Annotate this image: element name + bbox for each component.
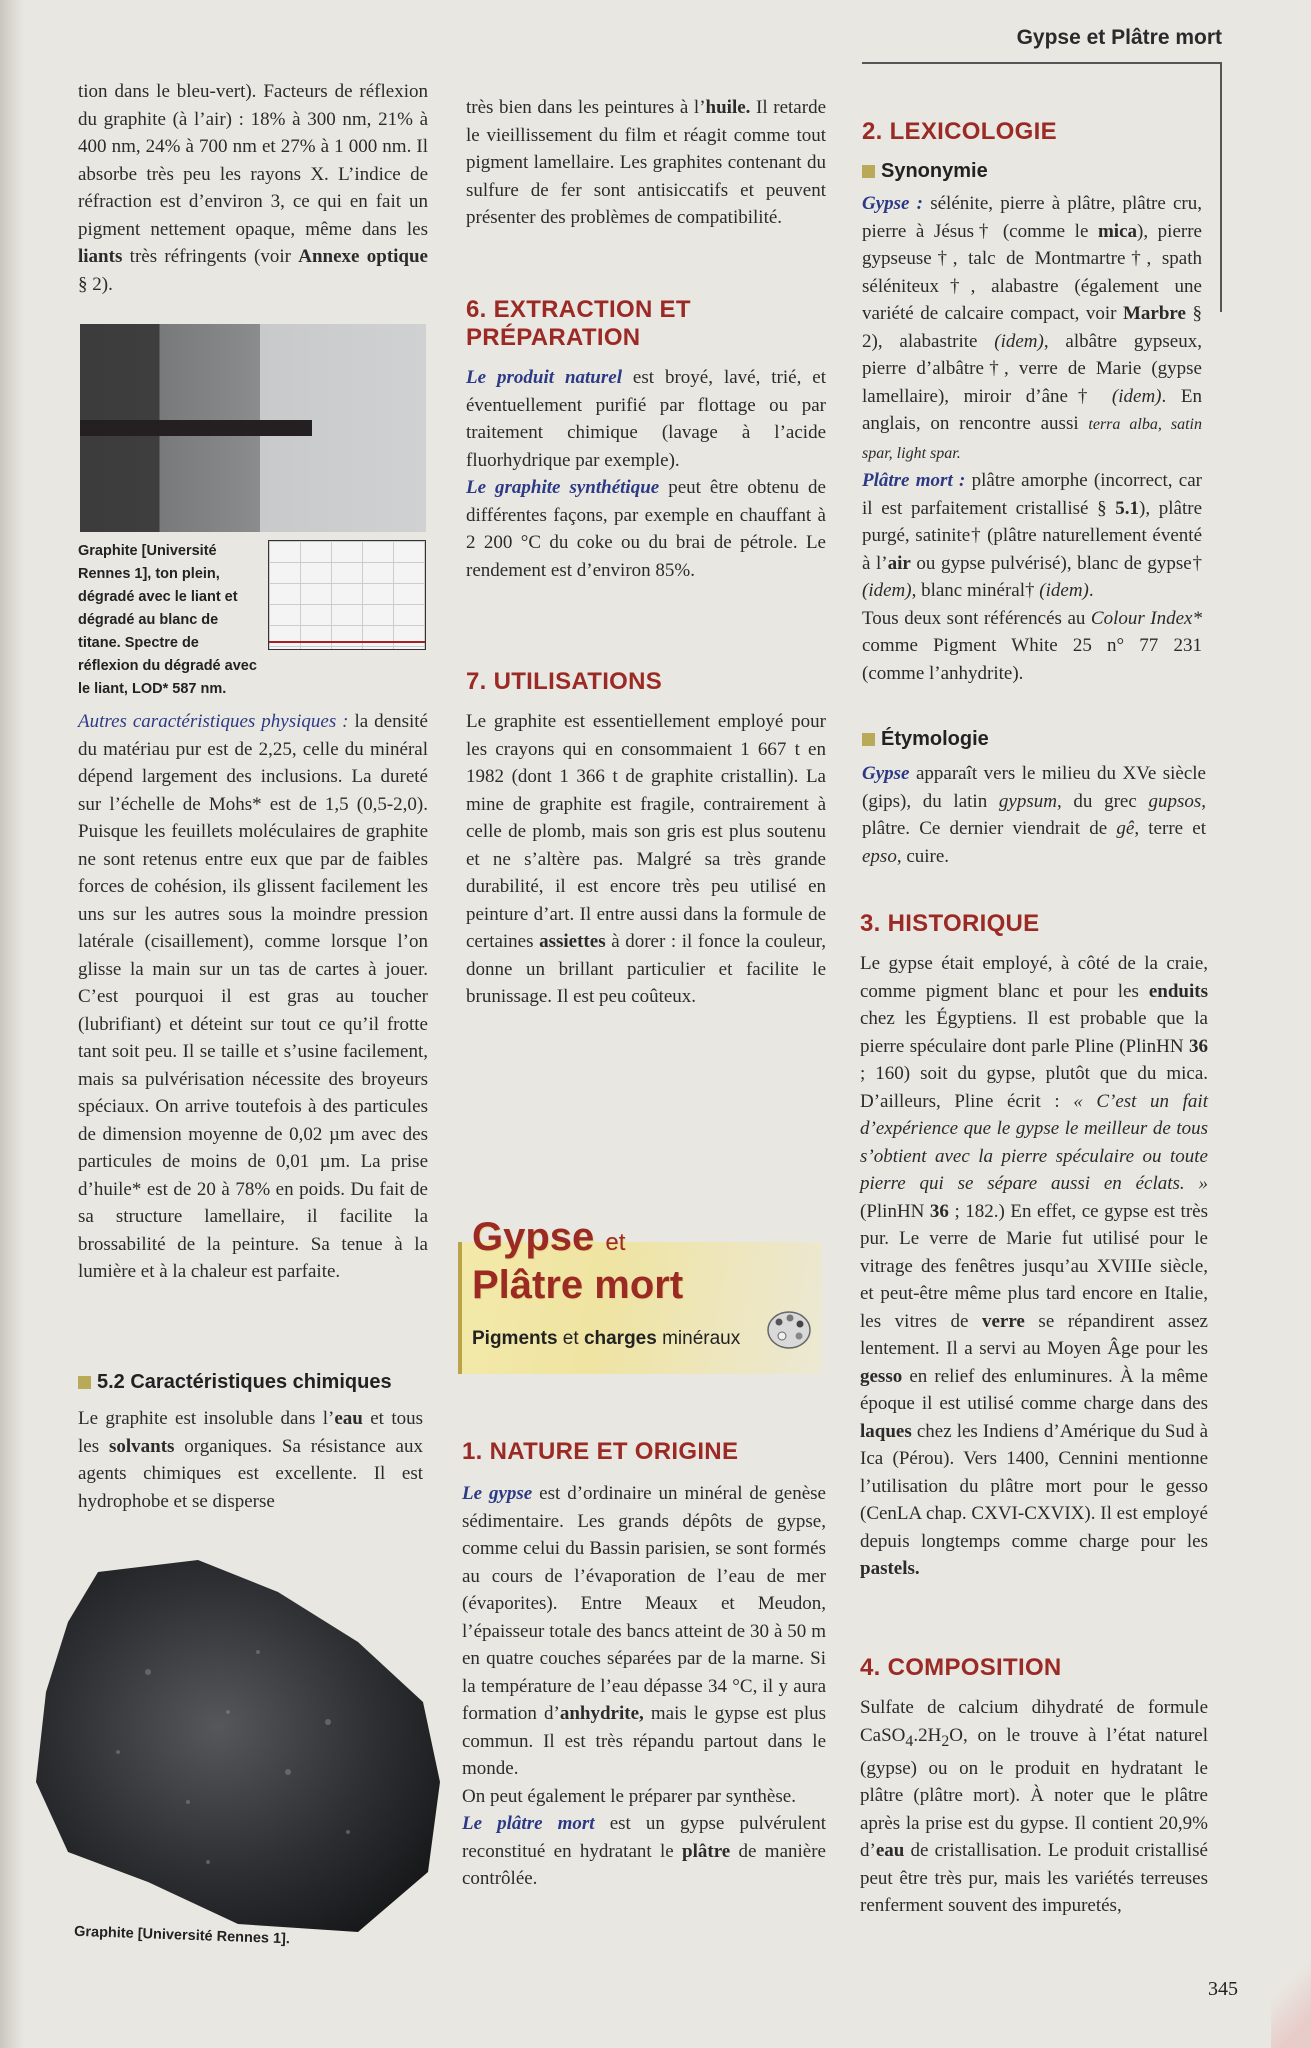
title-block-rule: [458, 1242, 462, 1374]
section-1-body: Le gypse est d’ordinaire un minéral de genèse sédimentaire. Les grands dépôts de gypse, comme celui du Bassin parisien, se sont formés au cours de l’évaporation de l’eau de mer (évaporites). Entre Meaux et Meudon, l’épaisseur totale des bancs atteint de 30 à 50 m en quatre couches séparées par de la marne. Si la température de l’eau dépasse 34 °C, il y aura formation d’anhydrite, mais le gypse est plus commun. Il est très répandu partout dans le monde. On peut également le préparer par synthèse. Le plâtre mort est un gypse pulvérulent reconstitué en hydratant le plâtre de manière contrôlée.: [462, 1483, 826, 1889]
reflection-spectrum-plot: [268, 540, 426, 650]
section-3-body: Le gypse était employé, à côté de la craie, comme pigment blanc et pour les enduits chez les Égyptiens. Il est probable que la pierre spéculaire dont parle Pline (PlinHN 36 ; 160) soit du gypse, plutôt que du mica. D’ailleurs, Pline écrit : « C’est un fait d’expérience que le gypse le meilleur de tous s’obtient avec la pierre spéculaire ou toute pierre qui se sépare aussi en éclats. » (PlinHN 36 ; 182.) En effet, ce gypse est très pur. Le verre de Marie fut utilisé pour le vitrage des fenêtres jusqu’au XVIIIe siècle, et peut-être même plus tard encore en Italie, les vitres de verre se répandirent assez lentement. Il a servi au Moyen Âge pour les gesso en relief des enluminures. À la même époque il est utilisé comme charge dans des laques chez les Indiens d’Amérique du Sud à Ica (Pérou). Vers 1400, Cennini mentionne l’utilisation du plâtre mort pour le gesso (CenLA chap. CXVI-CXVIX). Il est employé depuis longtemps comme charge pour les pastels.: [860, 953, 1208, 1579]
graphite-color-swatch: [80, 324, 426, 532]
graphite-rock-photo: [28, 1552, 440, 1942]
section-3-heading: 3. HISTORIQUE: [860, 910, 1040, 937]
square-bullet-icon: [862, 165, 875, 178]
adjacent-page-edge: [2, 80, 16, 1980]
physical-properties: Autres caractéristiques physiques : la densité du matériau pur est de 2,25, celle du minéral dépend largement des inclusions. La dureté sur l’échelle de Mohs* est de 1,5 (0,5-2,0). Puisque les feuillets moléculaires de graphite ne sont retenus entre eux que par de faibles forces de cohésion, ils glissent facilement les uns sur les autres sous la moindre pression latérale (cisaillement), comme lorsque l’on glisse la main sur un tas de cartes à jouer. C’est pourquoi il est gras au toucher (lubrifiant) et déteint sur tout ce qu’il frotte tant soit peu. Il se taille et s’usine facilement, mais sa pulvérisation nécessite des broyeurs spéciaux. On arrive toutefois à des particules de dimension moyenne de 0,02 µm avec des particules de moins de 0,01 µm. La prise d’huile* est de 20 à 78% en poids. Du fait de sa structure lamellaire, il facilite la brossabilité de la peinture. Sa tenue à la lumière et à la chaleur est parfaite.: [78, 711, 428, 1282]
running-head: [862, 22, 1222, 64]
section-1-heading: 1. NATURE ET ORIGINE: [462, 1438, 739, 1465]
figure-caption-rock: Graphite [Université Rennes 1].: [73, 1923, 291, 1948]
optical-paragraph: tion dans le bleu-vert). Facteurs de réflexion du graphite (à l’air) : 18% à 300 nm, 21% à 400 nm, 24% à 700 nm et 27% à 1 000 nm. Il absorbe très peu les rayons X. L’indice de réfraction est d’environ 3, ce qui en fait un pigment nettement opaque, même dans les liants très réfringents (voir Annexe optique § 2).: [78, 81, 428, 295]
column-2-intro: très bien dans les peintures à l’huile. Il retarde le vieillissement du film et réagit comme tout pigment lamellaire. Les graphites contenant du sulfure de fer sont antisiccatifs et peuvent présenter des problèmes de compatibilité.: [466, 97, 826, 228]
section-2-heading: 2. LEXICOLOGIE: [862, 118, 1057, 145]
square-bullet-icon: [78, 1376, 91, 1389]
column-1: [78, 78, 428, 298]
running-head-text: Gypse et Plâtre mort: [1016, 26, 1222, 49]
etymologie-heading: Étymologie: [862, 728, 1210, 751]
square-bullet-icon: [862, 733, 875, 746]
page-corner-stain: [1271, 1938, 1311, 2048]
section-7-body: Le graphite est essentiellement employé pour les crayons qui en consommaient 1 667 t en 1982 (dont 1 366 t de graphite cristallin). La mine de graphite est fragile, contrairement à celle de plomb, mais son gris est plus soutenu et ne s’altère pas. Malgré sa très grande durabilité, il est encore très peu utilisé en peinture d’art. Il entre aussi dans la formule de certaines assiettes à dorer : il fonce la couleur, donne un brillant particulier et facilite le brunissage. Il est peu coûteux.: [466, 711, 826, 1007]
section-4-heading: 4. COMPOSITION: [860, 1654, 1062, 1681]
section-7-heading: 7. UTILISATIONS: [466, 668, 663, 695]
section-5-2-heading: 5.2 Caractéristiques chimiques: [78, 1371, 428, 1394]
etymologie-body: Gypse apparaît vers le milieu du XVe siècle (gips), du latin gypsum, du grec gupsos, plâtre. Ce dernier viendrait de gê, terre et epso, cuire.: [862, 763, 1206, 867]
paint-palette-icon: [764, 1304, 814, 1354]
synonymie-body: Gypse : sélénite, pierre à plâtre, plâtre cru, pierre à Jésus† (comme le mica), pierre gypseuse†, talc de Montmartre†, spath séléniteux†, alabastre (également une variété de calcaire compact, voir Marbre § 2), alabastrite (idem), albâtre gypseux, pierre d’albâtre†, verre de Marie (gypse lamellaire), miroir d’âne† (idem). En anglais, on rencontre aussi terra alba, satin spar, light spar. Plâtre mort : plâtre amorphe (incorrect, car il est parfaitement cristallisé § 5.1), plâtre purgé, satinite† (plâtre naturellement éventé à l’air ou gypse pulvérisé), blanc de gypse† (idem), blanc minéral† (idem). Tous deux sont référencés au Colour Index* comme Pigment White 25 n° 77 231 (comme l’anhydrite).: [862, 193, 1202, 684]
spectrum-curve: [269, 641, 425, 643]
gypse-title: Gypse et Plâtre mort: [472, 1215, 684, 1307]
section-6-body: Le produit naturel est broyé, lavé, trié, et éventuellement purifié par flottage ou par traitement chimique (lavage à l’acide fluorhydrique par exemple). Le graphite synthétique peut être obtenu de différentes façons, par exemple en chauffant à 2 200 °C du coke ou du brai de pétrole. Le rendement est d’environ 85%.: [466, 367, 827, 581]
section-6-heading: 6. EXTRACTION ET PRÉPARATION: [466, 296, 691, 351]
gypse-subtitle: Pigments et charges minéraux: [472, 1328, 741, 1349]
page-number: 345: [1208, 1978, 1238, 2000]
chemical-properties: Le graphite est insoluble dans l’eau et tous les solvants organiques. Sa résistance aux agents chimiques est excellente. Il est hydrophobe et se disperse: [78, 1408, 423, 1512]
section-4-body: Sulfate de calcium dihydraté de formule $CaSO_4.2H_2O$, on le trouve à l’état naturel (gypse) ou on le produit en hydratant le plâtre (plâtre mort). À noter que le plâtre après la prise est du gypse. Il contient 20,9% d’eau de cristallisation. Le produit cristallisé peut être très pur, mais les variétés terreuses renferment souvent des impuretés,: [860, 1697, 1208, 1917]
swatch-band: [80, 420, 312, 436]
term-label: Autres caractéristiques physiques :: [78, 711, 349, 732]
synonymie-heading: Synonymie: [862, 160, 1210, 183]
figure-caption-swatch: Graphite [Université Rennes 1], ton plein, dégradé avec le liant et dégradé au blanc de titane. Spectre de réflexion du dégradé avec le liant, LOD* 587 nm.: [78, 543, 257, 697]
gypse-title-block: [458, 1215, 822, 1374]
margin-rule: [1220, 62, 1222, 312]
